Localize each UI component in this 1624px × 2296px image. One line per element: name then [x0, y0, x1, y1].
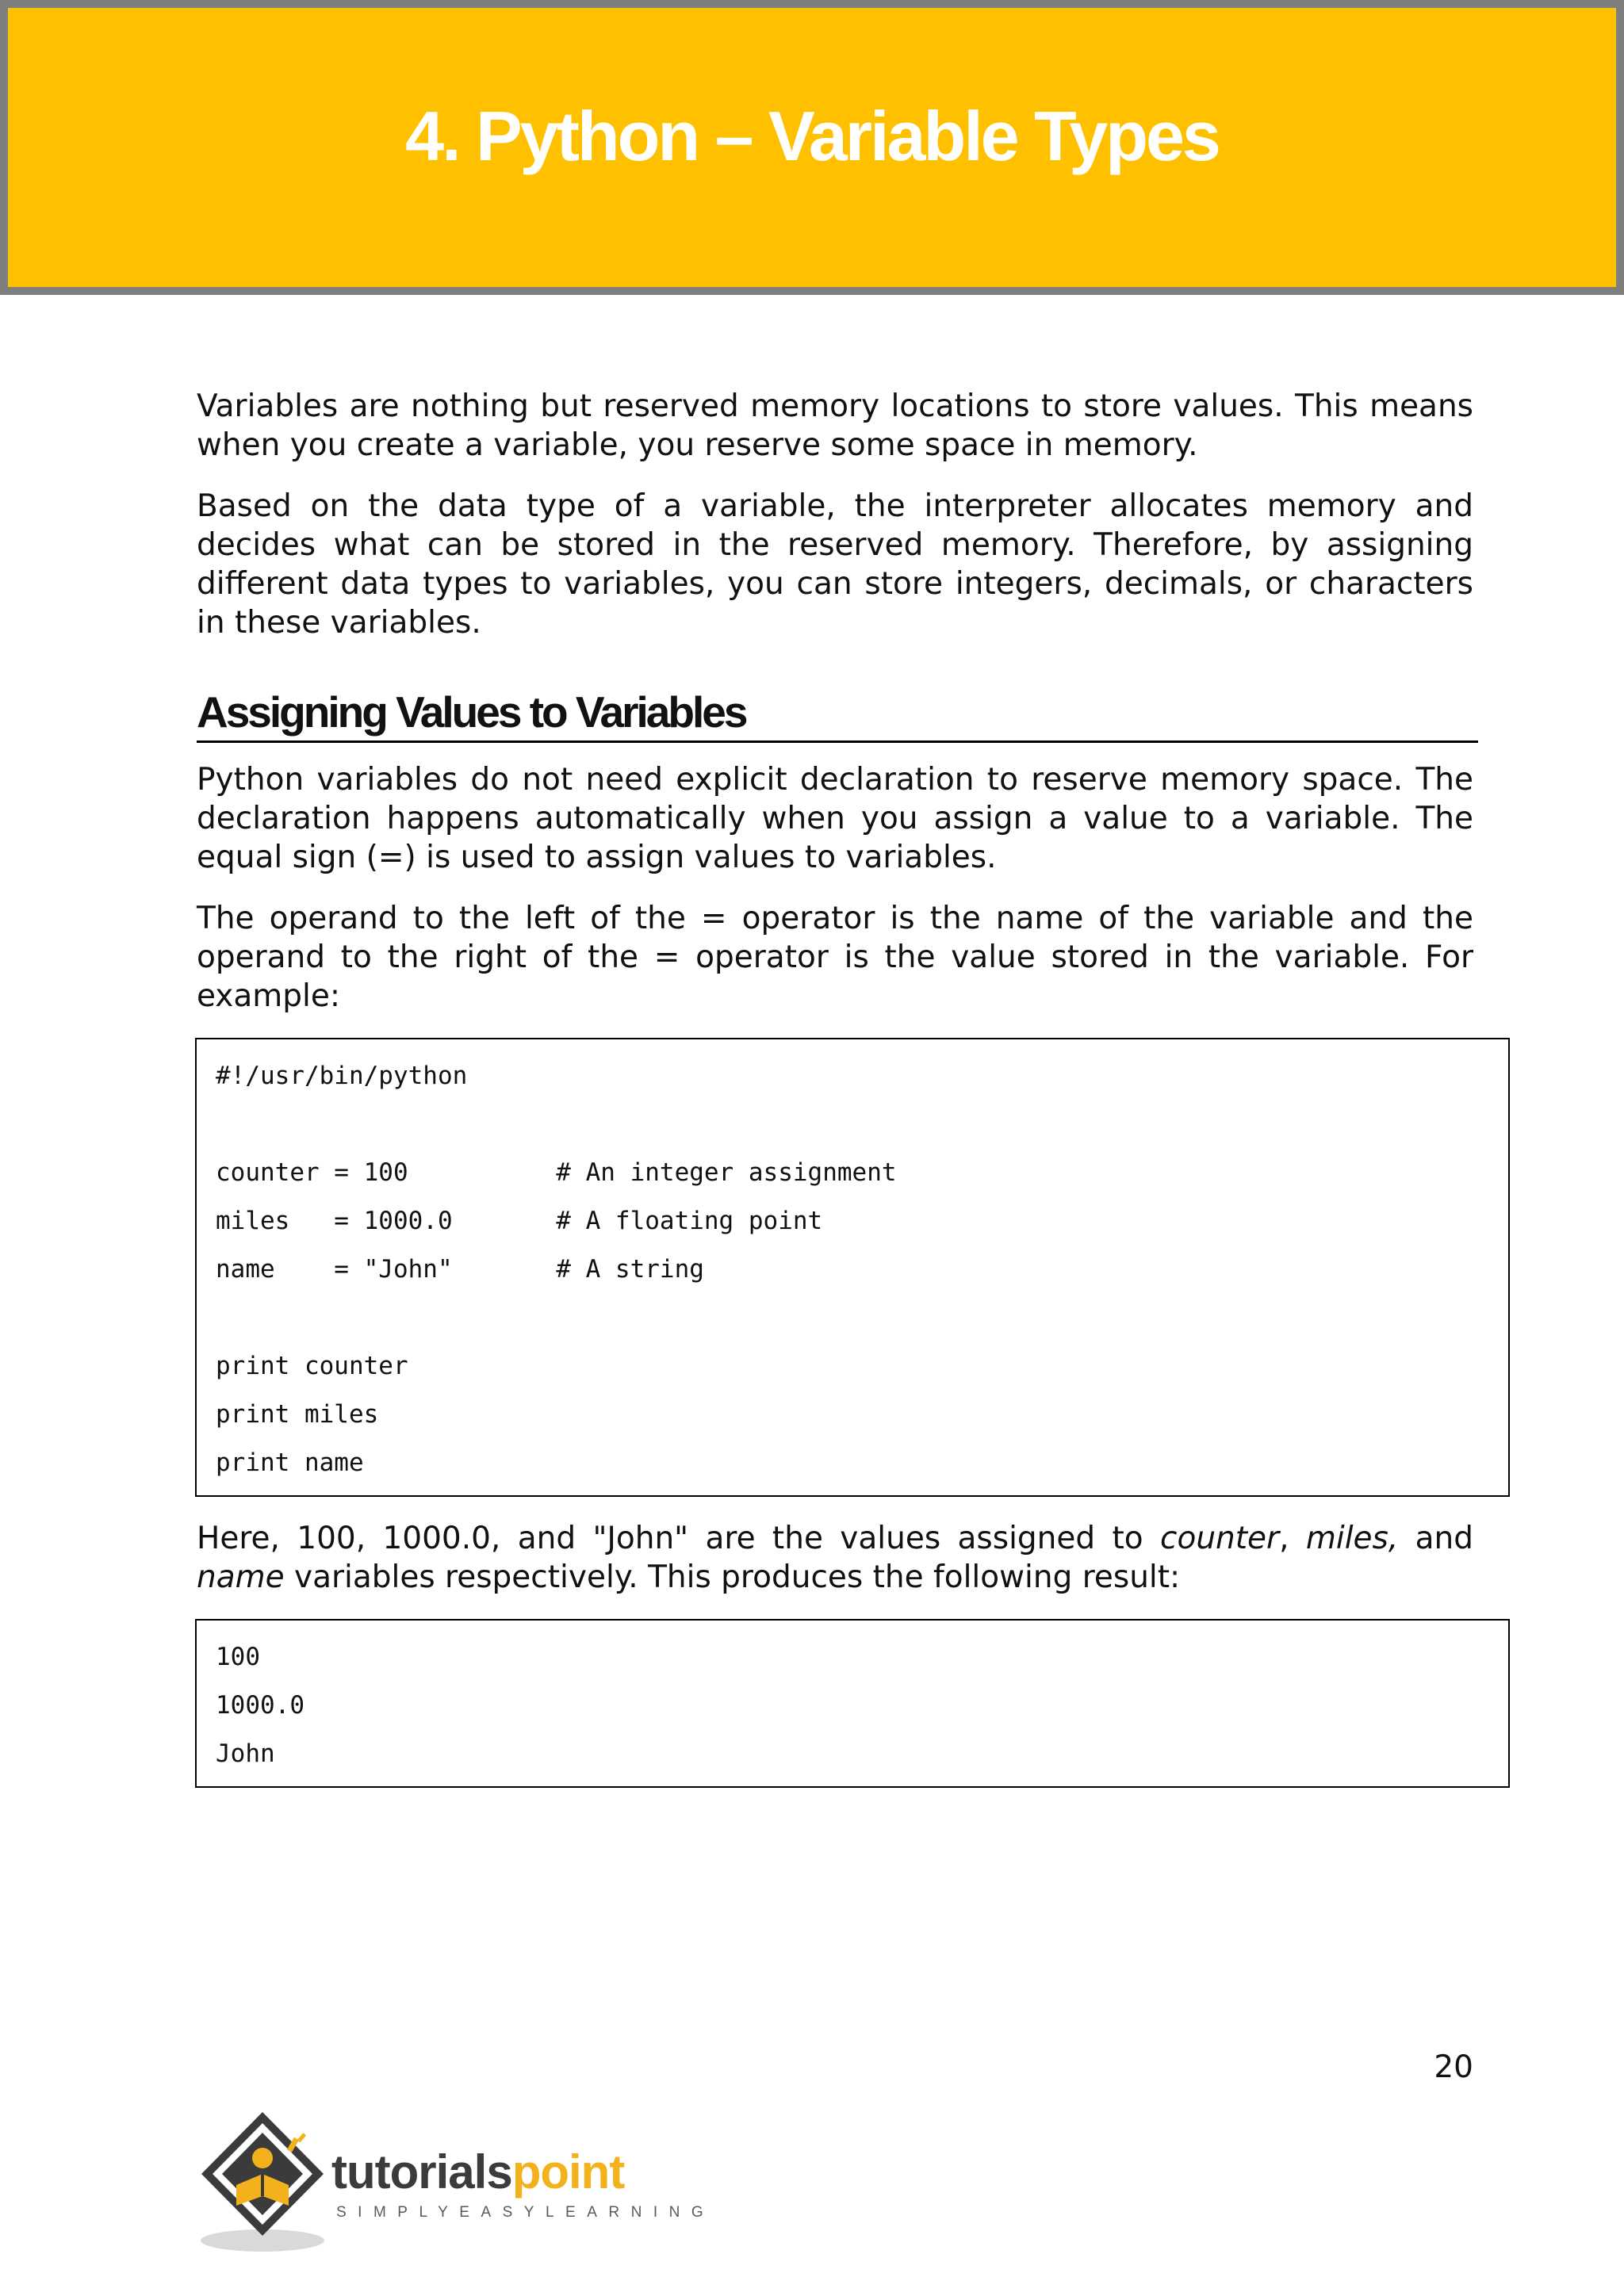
output-line: 100 — [216, 1642, 260, 1671]
explanation-text: and — [1398, 1520, 1473, 1556]
tutorialspoint-logo — [195, 2109, 715, 2260]
logo-wordmark — [331, 2145, 625, 2198]
intro-paragraph: Variables are nothing but reserved memory locations to store values. This means when you create a variable, you reserve some space in memory. — [197, 388, 1473, 463]
code-line: counter = 100 # An integer assignment — [216, 1158, 897, 1187]
variable-name-name: name — [197, 1559, 285, 1595]
output-block — [195, 1619, 1510, 1788]
variable-name-counter: counter — [1160, 1520, 1280, 1556]
code-line: name = "John" # A string — [216, 1254, 704, 1284]
output-line: John — [216, 1739, 275, 1768]
section-heading: Assigning Values to Variables — [197, 690, 1478, 743]
page-content — [197, 387, 1473, 1810]
logo-word-tutorials: tutorials — [331, 2145, 512, 2198]
logo-tagline: SIMPLYEASYLEARNING — [336, 2204, 715, 2221]
section-paragraph: Python variables do not need explicit declaration to reserve memory space. The declaration happens automatically when you assign a value to a variable. The equal sign (=) is used to assign values to variables. — [197, 761, 1473, 875]
code-line: print miles — [216, 1399, 379, 1429]
code-example-block — [195, 1038, 1510, 1497]
code-line: print counter — [216, 1351, 408, 1380]
explanation-text: variables respectively. This produces the following result: — [284, 1559, 1181, 1595]
code-line: print name — [216, 1448, 364, 1477]
intro-paragraph: Based on the data type of a variable, the interpreter allocates memory and decides what can be stored in the reserved memory. Therefore, by assigning different data types to variables, you can store integers, decimals, or characters in these variables. — [197, 488, 1473, 641]
output-line: 1000.0 — [216, 1690, 304, 1720]
chapter-banner — [0, 0, 1624, 295]
logo-diamond-icon — [195, 2109, 330, 2260]
explanation-text: Here, 100, 1000.0, and "John" are the values assigned to — [197, 1520, 1161, 1556]
page-number: 20 — [1434, 2049, 1473, 2085]
code-line: miles = 1000.0 # A floating point — [216, 1206, 823, 1235]
logo-word-point: point — [511, 2145, 625, 2198]
explanation-text: , — [1279, 1520, 1306, 1556]
code-line — [216, 1294, 1489, 1342]
variable-name-miles: miles, — [1305, 1520, 1399, 1556]
code-line — [216, 1100, 1489, 1149]
code-line: #!/usr/bin/python — [216, 1061, 468, 1090]
section-paragraph: The operand to the left of the = operator is the name of the variable and the operand to the right of the = operator is the value stored in the variable. For example: — [197, 900, 1473, 1014]
chapter-title: 4. Python – Variable Types — [405, 97, 1219, 175]
explanation-paragraph — [197, 1519, 1473, 1597]
